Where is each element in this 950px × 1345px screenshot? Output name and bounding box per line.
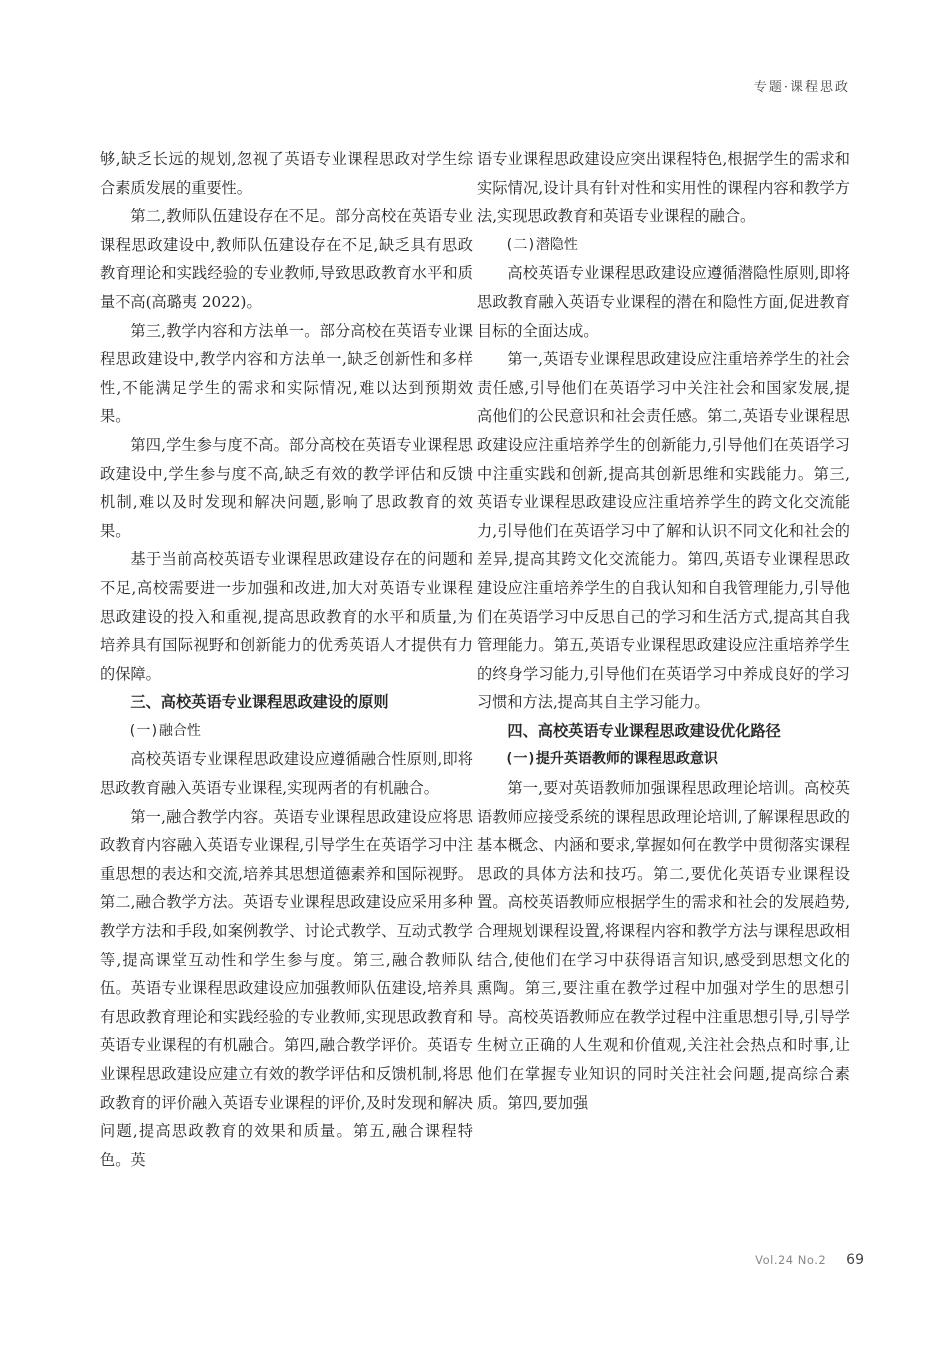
- paragraph: 第一,英语专业课程思政建设应注重培养学生的社会责任感,引导他们在英语学习中关注社会和国家发展,提高他们的公民意识和社会责任感。第二,英语专业课程思政建设应注重培养学生的创新能力,引导他们在英语学习中注重实践和创新,提高其创新思维和实践能力。第三,英语专业课程思政建设应注重培养学生的跨文化交流能力,引导他们在英语学习中了解和认识不同文化和社会的差异,提高其跨文化交流能力。第四,英语专业课程思政建设应注重培养学生的自我认知和自我管理能力,引导他们在英语学习中反思自己的学习和生活方式,提高其自我管理能力。第五,英语专业课程思政建设应注重培养学生的终身学习能力,引导他们在英语学习中养成良好的学习习惯和方法,提高其自主学习能力。: [477, 350, 850, 712]
- paragraph: 够,缺乏长远的规划,忽视了英语专业课程思政对学生综合素质发展的重要性。: [100, 150, 473, 197]
- volume-issue: Vol.24 No.2: [755, 1253, 827, 1267]
- subsection-heading: (一)提升英语教师的课程思政意识: [505, 751, 718, 768]
- right-column: [477, 145, 850, 1117]
- section-heading: 四、高校英语专业课程思政建设优化路径: [507, 721, 781, 740]
- page-number: 69: [846, 1252, 864, 1268]
- left-column: [100, 145, 473, 1174]
- paragraph: 高校英语专业课程思政建设应遵循潜隐性原则,即将思政教育融入英语专业课程的潜在和隐性方面,促进教育目标的全面达成。: [477, 264, 850, 340]
- page-footer: [755, 1252, 864, 1268]
- paragraph: 第四,学生参与度不高。部分高校在英语专业课程思政建设中,学生参与度不高,缺乏有效的教学评估和反馈机制,难以及时发现和解决问题,影响了思政教育的效果。: [100, 435, 473, 540]
- paragraph: 第一,要对英语教师加强课程思政理论培训。高校英语教师应接受系统的课程思政理论培训,了解课程思政的基本概念、内涵和要求,掌握如何在教学中贯彻落实课程思政的具体方法和技巧。第二,要优化英语专业课程设置。高校英语教师应根据学生的需求和社会的发展趋势,合理规划课程设置,将课程内容和教学方法与课程思政相结合,使他们在学习中获得语言知识,感受到思想文化的熏陶。第三,要注重在教学过程中加强对学生的思想引导。高校英语教师应在教学过程中注重思想引导,引导学生树立正确的人生观和价值观,关注社会热点和时事,让他们在掌握专业知识的同时关注社会问题,提高综合素质。第四,要加强: [477, 779, 850, 1112]
- running-head: 专题·课程思政: [753, 80, 850, 95]
- paragraph: 语专业课程思政建设应突出课程特色,根据学生的需求和实际情况,设计具有针对性和实用性的课程内容和教学方法,实现思政教育和英语专业课程的融合。: [477, 150, 850, 226]
- subsection-heading: (一)融合性: [128, 722, 201, 739]
- paragraph: 基于当前高校英语专业课程思政建设存在的问题和不足,高校需要进一步加强和改进,加大对英语专业课程思政建设的投入和重视,提高思政教育的水平和质量,为培养具有国际视野和创新能力的优秀英语人才提供有力的保障。: [100, 550, 473, 683]
- paragraph: 第二,教师队伍建设存在不足。部分高校在英语专业课程思政建设中,教师队伍建设存在不足,缺乏具有思政教育理论和实践经验的专业教师,导致思政教育水平和质量不高(高璐夷 2022)。: [100, 207, 473, 311]
- subsection-heading: (二)潜隐性: [505, 236, 578, 253]
- paragraph: 高校英语专业课程思政建设应遵循融合性原则,即将思政教育融入英语专业课程,实现两者的有机融合。: [100, 750, 473, 798]
- section-heading: 三、高校英语专业课程思政建设的原则: [130, 693, 389, 712]
- paragraph: 第三,教学内容和方法单一。部分高校在英语专业课程思政建设中,教学内容和方法单一,缺乏创新性和多样性,不能满足学生的需求和实际情况,难以达到预期效果。: [100, 321, 473, 426]
- paragraph: 第一,融合教学内容。英语专业课程思政建设应将思政教育内容融入英语专业课程,引导学生在英语学习中注重思想的表达和交流,培养其思想道德素养和国际视野。第二,融合教学方法。英语专业课程思政建设应采用多种教学方法和手段,如案例教学、讨论式教学、互动式教学等,提高课堂互动性和学生参与度。第三,融合教师队伍。英语专业课程思政建设应加强教师队伍建设,培养具有思政教育理论和实践经验的专业教师,实现思政教育和英语专业课程的有机融合。第四,融合教学评价。英语专业课程思政建设应建立有效的教学评估和反馈机制,将思政教育的评价融入英语专业课程的评价,及时发现和解决问题,提高思政教育的效果和质量。第五,融合课程特色。英: [100, 807, 473, 1169]
